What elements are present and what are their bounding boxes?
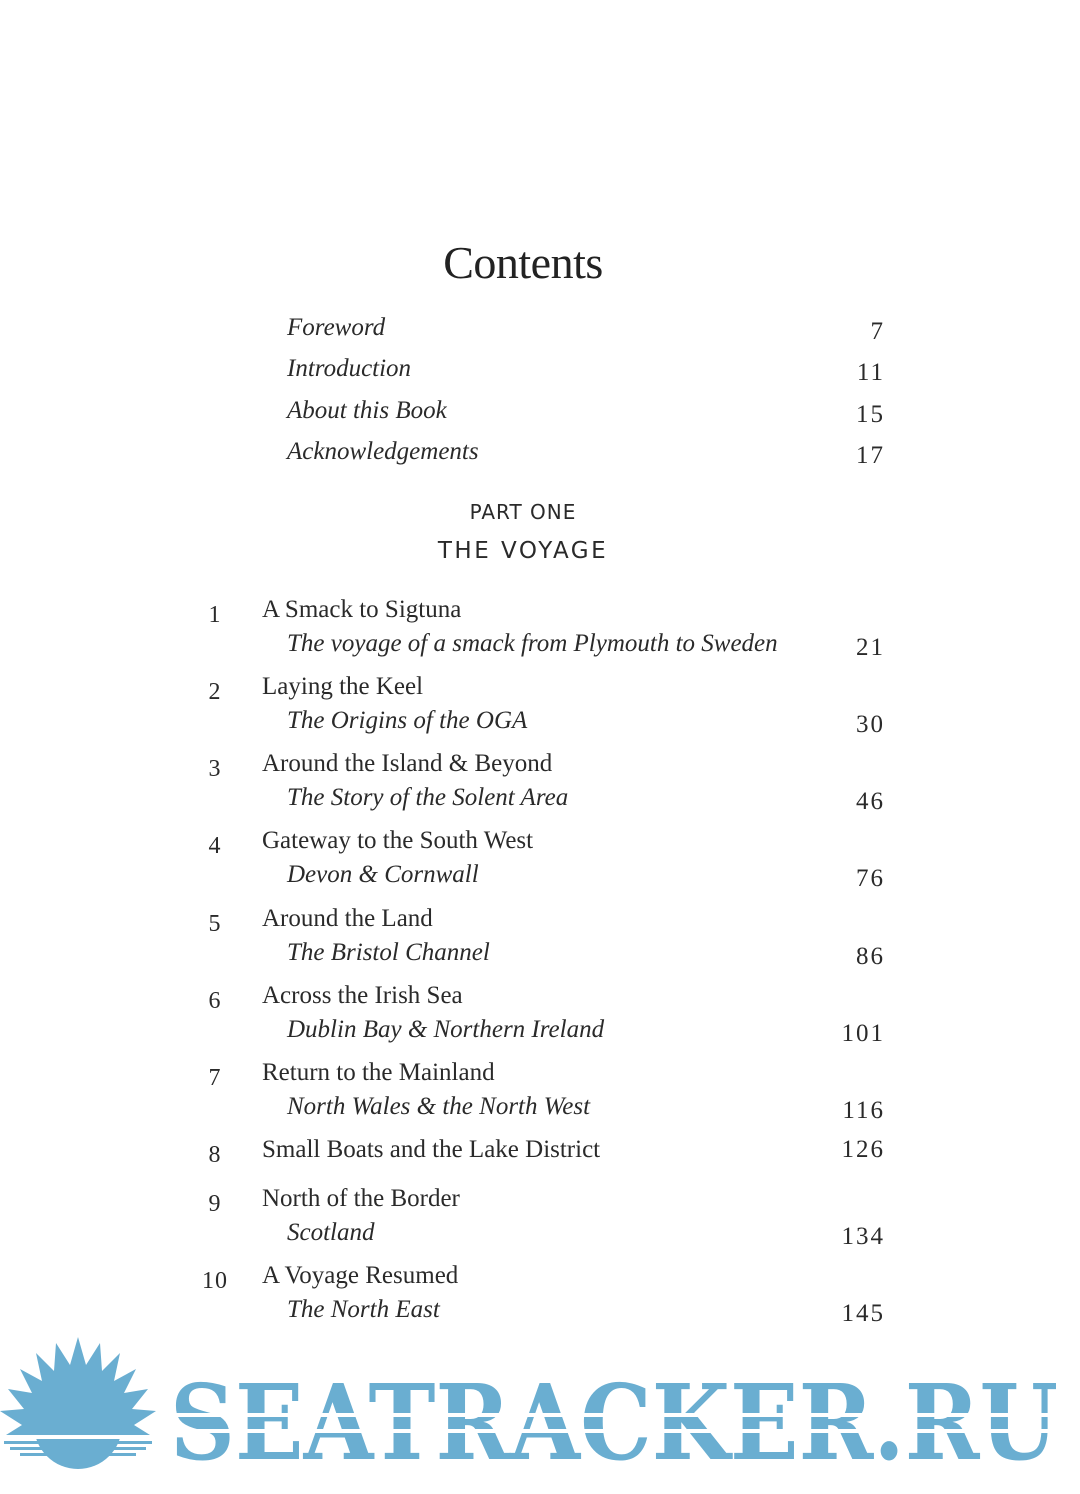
chapter-title: Across the Irish Sea xyxy=(262,982,463,1009)
chapter-number: 8 xyxy=(208,1142,222,1168)
chapter-title: Gateway to the South West xyxy=(262,827,534,854)
chapter-page: 21 xyxy=(856,634,885,661)
chapter-number: 1 xyxy=(208,602,222,628)
toc-front-entry[interactable] xyxy=(287,438,885,478)
chapter-page: 126 xyxy=(841,1136,885,1163)
toc-front-entry[interactable] xyxy=(287,397,885,437)
chapter-title: North of the Border xyxy=(262,1185,460,1212)
chapter-page: 76 xyxy=(856,865,885,892)
chapter-number: 7 xyxy=(208,1065,222,1091)
chapter-title: Return to the Mainland xyxy=(262,1059,495,1086)
toc-chapter-entry[interactable] xyxy=(0,1262,1080,1338)
chapter-title: A Voyage Resumed xyxy=(262,1262,459,1289)
toc-entry-page: 7 xyxy=(870,318,885,345)
chapter-subtitle: The Bristol Channel xyxy=(287,939,490,966)
chapter-subtitle: The Origins of the OGA xyxy=(287,707,528,734)
chapter-subtitle: The Story of the Solent Area xyxy=(287,784,569,811)
chapter-number: 6 xyxy=(208,988,222,1014)
chapter-number: 10 xyxy=(202,1268,228,1294)
page-title: Contents xyxy=(443,237,603,288)
toc-chapter-entry[interactable] xyxy=(0,1136,1080,1176)
watermark-logo xyxy=(0,1335,1080,1494)
toc-chapter-entry[interactable] xyxy=(0,1059,1080,1135)
toc-front-entry[interactable] xyxy=(287,314,885,354)
chapter-title: A Smack to Sigtuna xyxy=(262,596,462,623)
toc-chapter-entry[interactable] xyxy=(0,982,1080,1058)
toc-entry-page: 11 xyxy=(856,359,885,386)
chapter-page: 101 xyxy=(841,1020,885,1047)
toc-chapter-entry[interactable] xyxy=(0,596,1080,672)
toc-chapter-entry[interactable] xyxy=(0,750,1080,826)
chapter-page: 134 xyxy=(841,1223,885,1250)
chapter-number: 5 xyxy=(208,911,222,937)
chapter-page: 86 xyxy=(856,943,885,970)
chapter-subtitle: Scotland xyxy=(287,1219,375,1246)
watermark-text: SEATRACKER.RU xyxy=(170,1361,1058,1484)
part-title: THE VOYAGE xyxy=(437,538,609,564)
toc-chapter-entry[interactable] xyxy=(0,905,1080,981)
sun-burst-icon xyxy=(0,1337,156,1469)
chapter-number: 3 xyxy=(208,756,222,782)
toc-entry-page: 15 xyxy=(856,401,885,428)
toc-entry-label: Acknowledgements xyxy=(287,438,479,465)
chapter-page: 145 xyxy=(841,1300,885,1327)
part-label: PART ONE xyxy=(469,500,577,524)
chapter-page: 30 xyxy=(856,711,885,738)
chapter-page: 116 xyxy=(842,1097,885,1124)
chapter-title: Laying the Keel xyxy=(262,673,424,700)
toc-chapter-entry[interactable] xyxy=(0,673,1080,749)
chapter-number: 2 xyxy=(208,679,222,705)
chapter-number: 4 xyxy=(208,833,222,859)
toc-chapter-entry[interactable] xyxy=(0,827,1080,903)
toc-front-entry[interactable] xyxy=(287,355,885,395)
chapter-title: Small Boats and the Lake District xyxy=(262,1136,601,1163)
chapter-title: Around the Land xyxy=(262,905,433,932)
chapter-subtitle: Devon & Cornwall xyxy=(287,861,479,888)
chapter-number: 9 xyxy=(208,1191,222,1217)
toc-entry-label: About this Book xyxy=(287,397,447,424)
toc-entry-page: 17 xyxy=(856,442,885,469)
chapter-subtitle: The North East xyxy=(287,1296,440,1323)
toc-chapter-entry[interactable] xyxy=(0,1185,1080,1261)
toc-entry-label: Introduction xyxy=(287,355,412,382)
chapter-title: Around the Island & Beyond xyxy=(262,750,553,777)
toc-entry-label: Foreword xyxy=(287,314,386,341)
chapter-subtitle: The voyage of a smack from Plymouth to Sweden xyxy=(287,630,778,657)
chapter-subtitle: North Wales & the North West xyxy=(287,1093,591,1120)
chapter-page: 46 xyxy=(856,788,885,815)
chapter-subtitle: Dublin Bay & Northern Ireland xyxy=(287,1016,605,1043)
